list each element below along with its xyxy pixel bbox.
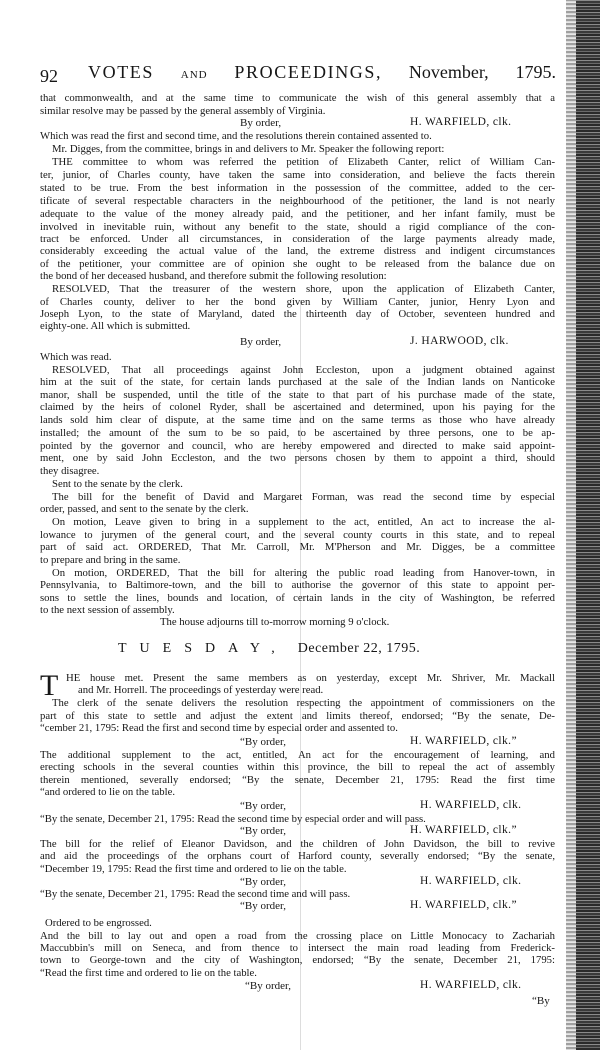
by-order: “By order, <box>240 800 286 812</box>
text-line: “cember 21, 1795: Read the first and second time by especial order and assented to. <box>40 722 398 734</box>
text-line: RESOLVED, That the treasurer of the western shore, upon the application of Elizabeth Canter, <box>52 283 555 295</box>
text-line: Ordered to be engrossed. <box>45 917 152 929</box>
text-line: ter, junior, of Charles county, have taken the same into consideration, and believe the facts therein <box>40 169 555 181</box>
scan-edge <box>566 0 600 1050</box>
text-line: town to George-town and the city of Washington, endorsed; “By the senate, December 21, 1795: <box>40 954 555 966</box>
text-line: stated to be true. From the best information in the possession of the committee, added to the cer- <box>40 182 555 194</box>
text-line: part of this state to settle and adjust the extent and limits thereof, endorsed; “By the senate, De- <box>40 710 555 722</box>
clerk-signature: H. WARFIELD, clk. <box>420 875 522 887</box>
by-order: By order, <box>240 336 282 348</box>
running-head-month: November, <box>408 62 489 82</box>
clerk-signature: H. WARFIELD, clk.” <box>410 899 517 911</box>
text-line: pointed by the governor and council, who are hereby empowered and directed to make said appoint- <box>40 440 555 452</box>
clerk-signature: H. WARFIELD, clk. <box>420 979 522 991</box>
running-head-and: AND <box>180 69 208 81</box>
text-line: HE house met. Present the same members as on yesterday, except Mr. Shriver, Mr. Mackall <box>66 672 555 684</box>
text-line: of the petitioner, your committee are of opinion she ought to be released from the balance due on <box>40 258 555 270</box>
clerk-signature: H. WARFIELD, clk.” <box>410 824 517 836</box>
text-line: claimed by the heirs of colonel Ryder, shall be ascertained and determined, upon his paying for the <box>40 401 555 413</box>
text-line: Joseph Lyon, to the state of Maryland, dated the thirteenth day of October, seventeen hundred and <box>40 308 555 320</box>
text-line: they disagree. <box>40 465 100 477</box>
running-head-proceedings: PROCEEDINGS, <box>234 62 383 82</box>
text-line: Which was read the first and second time, and the resolutions therein contained assented to. <box>40 130 432 142</box>
drop-cap: T <box>40 669 59 702</box>
running-head-votes: VOTES <box>88 62 154 82</box>
day-heading-day: TUESDAY, <box>118 641 288 656</box>
text-line: to the next session of assembly. <box>40 604 175 616</box>
text-line: And the bill to lay out and open a road from the crossing place on Little Monocacy to Zachariah <box>40 930 555 942</box>
day-heading-date: December 22, 1795. <box>297 641 421 656</box>
text-line: manor, shall be suspended, until the title of the state to that part of his purchase made of the state, <box>40 389 555 401</box>
text-line: the bond of her deceased husband, and therefore submit the following resolution: <box>40 270 387 282</box>
text-line: THE committee to whom was referred the petition of Elizabeth Canter, relict of William Can- <box>52 156 555 168</box>
text-line: On motion, Leave given to bring in a supplement to the act, entitled, An act to increase the al- <box>52 516 555 528</box>
text-line: and aid the proceedings of the orphans court of Harford county, severally endorsed; “By the senate, <box>40 850 555 862</box>
text-line: and Mr. Horrell. The proceedings of yesterday were read. <box>78 684 324 696</box>
text-line: The bill for the benefit of David and Margaret Forman, was read the second time by especial <box>52 491 555 503</box>
text-line: involved in inevitable ruin, without any benefit to the state, should a rigid compliance of the con- <box>40 221 555 233</box>
clerk-signature: J. HARWOOD, clk. <box>410 335 509 347</box>
text-line: erecting schools in the several counties within this province, the bill to repeal the act of assembly <box>40 761 555 773</box>
page-number: 92 <box>40 66 58 86</box>
text-line: lands sold him clear of dispute, at the same time and on the same terms as those who have already <box>40 414 555 426</box>
text-line: The bill for the relief of Eleanor Davidson, and the children of John Davidson, the bill to revive <box>40 838 555 850</box>
by-order: “By order, <box>240 900 286 912</box>
text-line: eighty-one. All which is submitted. <box>40 320 191 332</box>
text-line: order, passed, and sent to the senate by the clerk. <box>40 503 249 515</box>
text-line: lowance to jurymen of the general court, and the several county courts in this state, and to repeal <box>40 529 555 541</box>
text-line: considerably exceeding the actual value of the land, the extreme distress and indigent circumstances <box>40 245 555 257</box>
text-line: part of said act. ORDERED, That Mr. Carroll, Mr. M'Pherson and Mr. Digges, be a committee <box>40 541 555 553</box>
text-line: The clerk of the senate delivers the resolution respecting the appointment of commissioners on the <box>52 697 555 709</box>
clerk-signature: H. WARFIELD, clk.” <box>410 735 517 747</box>
text-line: The additional supplement to the act, entitled, An act for the encouragement of learning, and <box>40 749 555 761</box>
running-head <box>88 62 556 83</box>
adjournment-line: The house adjourns till to-morrow morning 9 o'clock. <box>160 616 390 628</box>
text-line: Pennsylvania, to Baltimore-town, and the bill to authorise the governor of this state to appoint per- <box>40 579 555 591</box>
text-line: to prepare and bring in the same. <box>40 554 181 566</box>
clerk-signature: H. WARFIELD, clk. <box>420 799 522 811</box>
text-line: RESOLVED, That all proceedings against John Eccleston, upon a judgment obtained against <box>52 364 555 376</box>
by-order: “By order, <box>245 980 291 992</box>
text-line: “Read the first time and ordered to lie on the table. <box>40 967 257 979</box>
by-order: “By order, <box>240 736 286 748</box>
text-line: “By the senate, December 21, 1795: Read the second time by especial order and will pass. <box>40 813 426 825</box>
text-line: Maccubbin's mill on Seneca, and from thence to intersect the main road leading from Frederick- <box>40 942 555 954</box>
day-heading <box>118 641 420 657</box>
clerk-signature: H. WARFIELD, clk. <box>410 116 512 128</box>
text-line: tract be enforced. Under all circumstances, in consideration of the large payments already made, <box>40 233 555 245</box>
by-order: “By order, <box>240 876 286 888</box>
text-line: that commonwealth, and at the same time to communicate the wish of this general assembly that a <box>40 92 555 104</box>
text-line: ment, one by said John Eccleston, and the two persons chosen by them to appoint a third, should <box>40 452 555 464</box>
text-line: “December 19, 1795: Read the first time and ordered to lie on the table. <box>40 863 347 875</box>
text-line: him at the suit of the state, for certain lands purchased at the sale of the Indian lands on Nanticoke <box>40 376 555 388</box>
text-line: adequate to the value of the money already paid, and the petitioner, and her infant family, must be <box>40 208 555 220</box>
text-line: Sent to the senate by the clerk. <box>52 478 183 490</box>
text-line: Which was read. <box>40 351 112 363</box>
text-line: On motion, ORDERED, That the bill for altering the public road leading from Hanover-town, in <box>52 567 555 579</box>
text-line: tificate of several respectable characters in the neighbourhood of the petitioner, the land is not nearly <box>40 195 555 207</box>
running-head-year: 1795. <box>515 62 556 82</box>
text-line: “and ordered to lie on the table. <box>40 786 176 798</box>
text-line: sons to settle the lines, bounds and location, of certain lands in the city of Washington, be referred <box>40 592 555 604</box>
catchword: “By <box>532 995 550 1007</box>
text-line: “By the senate, December 21, 1795: Read the second time and will pass. <box>40 888 351 900</box>
by-order: “By order, <box>240 825 286 837</box>
text-line: Mr. Digges, from the committee, brings in and delivers to Mr. Speaker the following report: <box>52 143 445 155</box>
text-line: of Charles county, deliver to her the bond given by William Canter, junior, Henry Lyon and <box>40 296 555 308</box>
text-line: installed; the amount of the sum to be so paid, to be ascertained by three persons, one to be ap- <box>40 427 555 439</box>
by-order: By order, <box>240 117 282 129</box>
text-line: similar resolve may be passed by the general assembly of Virginia. <box>40 105 326 117</box>
text-line: therein mentioned, severally endorsed; “By the senate, December 21, 1795: Read the first time <box>40 774 555 786</box>
